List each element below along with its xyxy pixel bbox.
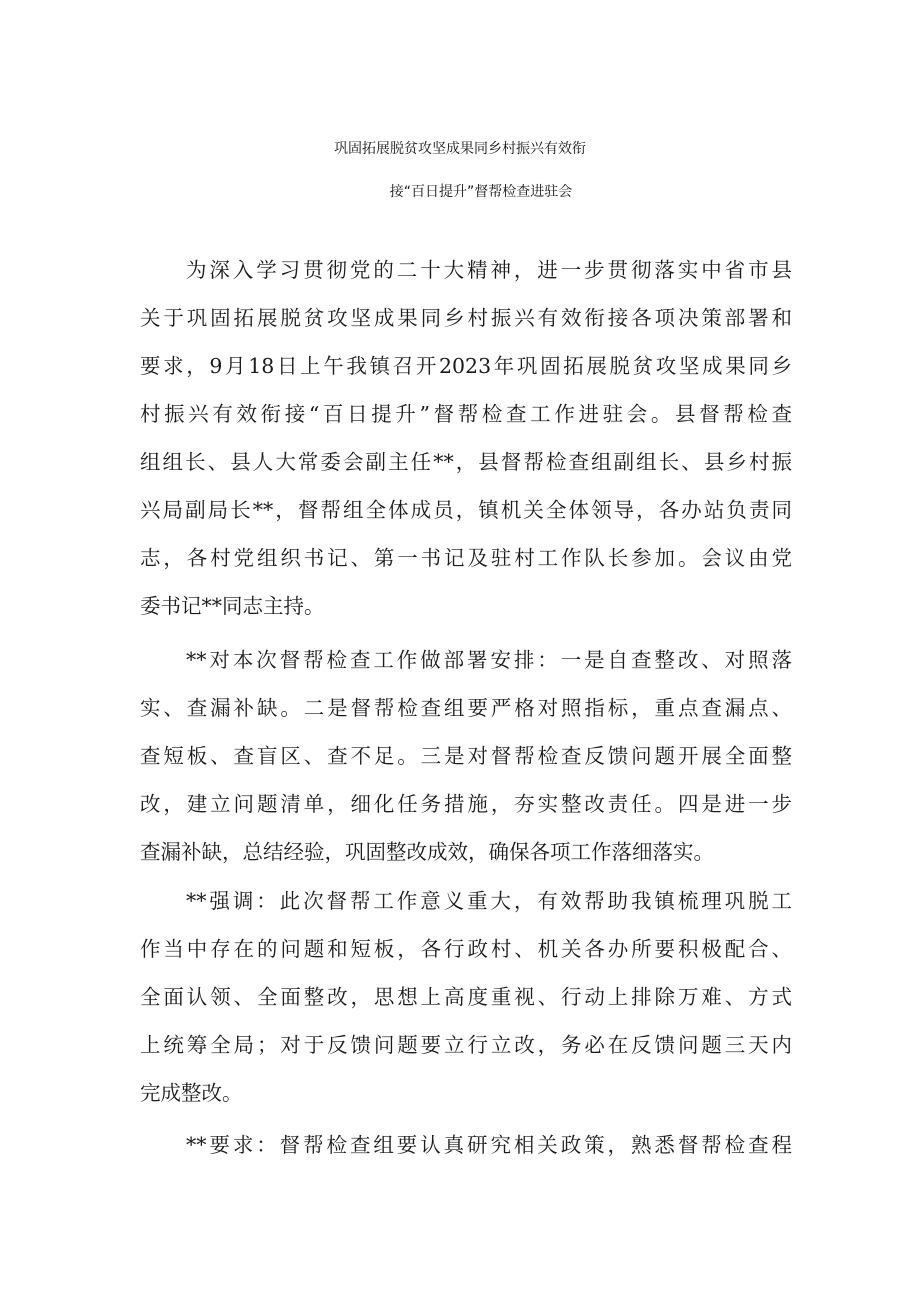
paragraph-2-line-1: **对本次督帮检查工作做部署安排：一是自查整改、对照落: [186, 648, 792, 672]
document-title-line-2: 接“百日提升”督帮检查进驻会: [389, 184, 573, 200]
paragraph-3-line-3: 全面认领、全面整改，思想上高度重视、行动上排除万难、方式: [140, 985, 792, 1009]
paragraph-2-line-4: 改，建立问题清单，细化任务措施，夯实整改责任。四是进一步: [140, 792, 792, 816]
paragraph-1-line-4: 村振兴有效衔接“百日提升”督帮检查工作进驻会。县督帮检查: [140, 402, 792, 426]
paragraph-3-line-2: 作当中存在的问题和短板，各行政村、机关各办所要积极配合、: [140, 937, 792, 961]
paragraph-3-line-1: **强调：此次督帮工作意义重大，有效帮助我镇梳理巩脱工: [186, 889, 792, 913]
paragraph-1-line-7: 志，各村党组织书记、第一书记及驻村工作队长参加。会议由党: [140, 546, 792, 570]
paragraph-3-line-4: 上统筹全局；对于反馈问题要立行立改，务必在反馈问题三天内: [140, 1033, 792, 1057]
paragraph-4-line-1: **要求：督帮检查组要认真研究相关政策，熟悉督帮检查程: [186, 1133, 792, 1157]
paragraph-2-line-3: 查短板、查盲区、查不足。三是对督帮检查反馈问题开展全面整: [140, 744, 792, 768]
paragraph-1-line-5: 组组长、县人大常委会副主任**，县督帮检查组副组长、县乡村振: [140, 450, 792, 474]
paragraph-1-line-2: 关于巩固拓展脱贫攻坚成果同乡村振兴有效衔接各项决策部署和: [140, 306, 792, 330]
paragraph-2-line-2: 实、查漏补缺。二是督帮检查组要严格对照指标，重点查漏点、: [140, 696, 792, 720]
paragraph-1-line-8: 委书记**同志主持。: [140, 594, 325, 618]
paragraph-1-line-3: 要求，9月18日上午我镇召开2023年巩固拓展脱贫攻坚成果同乡: [140, 354, 792, 378]
paragraph-2-line-5: 查漏补缺，总结经验，巩固整改成效，确保各项工作落细落实。: [140, 840, 714, 864]
paragraph-1-line-6: 兴局副局长**，督帮组全体成员，镇机关全体领导，各办站负责同: [140, 498, 792, 522]
paragraph-3-line-5: 完成整改。: [140, 1081, 243, 1105]
paragraph-1-line-1: 为深入学习贯彻党的二十大精神，进一步贯彻落实中省市县: [186, 258, 792, 282]
document-title-line-1: 巩固拓展脱贫攻坚成果同乡村振兴有效衔: [334, 141, 586, 157]
